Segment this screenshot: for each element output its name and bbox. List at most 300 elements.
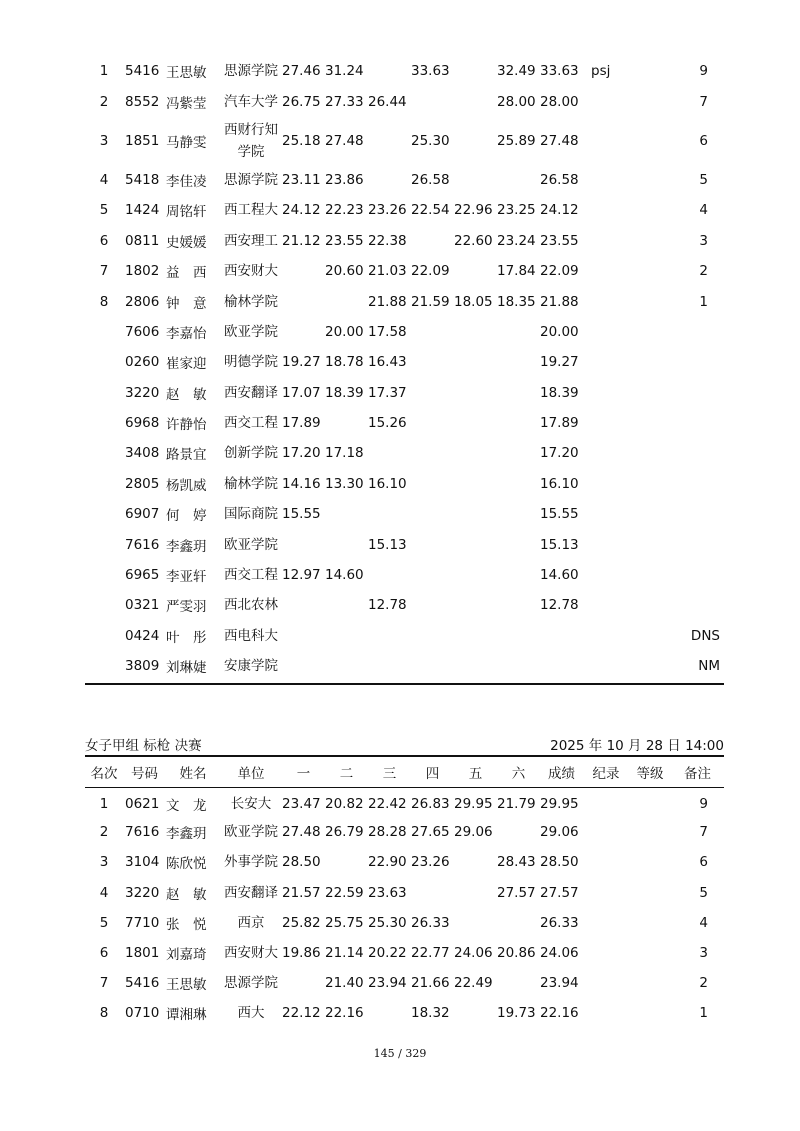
record-cell [583,165,629,195]
record-cell [583,938,629,968]
attempt-4-cell [411,317,454,347]
attempt-4-cell: 26.33 [411,914,450,931]
attempt-4-cell [411,499,454,529]
athlete-name-cell: 钟 意 [166,295,207,312]
attempt-6-cell [497,651,540,681]
result-cell: 20.00 [540,323,579,340]
unit-cell: 思源学院 [224,63,278,80]
column-header: 一 [296,765,311,782]
attempt-1-cell: 15.55 [282,506,321,523]
grade-cell [629,286,671,316]
result-cell: 21.88 [540,293,579,310]
attempt-3-cell: 12.78 [368,597,407,614]
unit-cell: 西北农林 [224,597,278,614]
bib-number-cell: 3408 [125,445,160,462]
attempt-2-cell: 18.78 [325,354,364,371]
attempt-2-cell [325,529,368,559]
attempt-1-cell [282,529,325,559]
athlete-name-cell: 赵 敏 [166,886,207,903]
record-cell [583,117,629,165]
attempt-5-cell [454,560,497,590]
result-cell: 27.48 [540,132,579,149]
record-cell [583,878,629,908]
rank-cell: 2 [99,93,109,110]
attempt-6-cell: 19.73 [497,1005,536,1022]
bib-number-cell: 1851 [125,132,160,149]
attempt-3-cell: 28.28 [368,824,407,841]
attempt-6-cell: 25.89 [497,132,536,149]
attempt-4-cell [411,469,454,499]
table-row [85,938,724,968]
attempt-4-cell: 21.59 [411,293,450,310]
result-cell: 12.78 [540,597,579,614]
attempt-5-cell [454,165,497,195]
result-cell: 19.27 [540,354,579,371]
record-cell [583,651,629,681]
athlete-name-cell: 严雯羽 [166,599,207,616]
rank-cell [85,378,123,408]
result-cell: 17.89 [540,415,579,432]
attempt-6-cell: 23.25 [497,202,536,219]
grade-cell [629,117,671,165]
athlete-name-cell: 文 龙 [166,798,207,815]
grade-cell [629,165,671,195]
remark-cell: 2 [699,263,708,280]
rank-cell [85,317,123,347]
unit-cell: 西安翻译 [224,384,278,401]
event-datetime: 2025 年 10 月 28 日 14:00 [550,738,724,754]
column-header: 姓名 [179,765,207,782]
unit-cell: 明德学院 [224,354,278,371]
remark-cell: 9 [699,796,708,813]
grade-cell [629,469,671,499]
remark-cell: 3 [699,232,708,249]
athlete-name-cell: 史媛媛 [166,234,207,251]
bib-number-cell: 2805 [125,475,160,492]
athlete-name-cell: 李鑫玥 [166,538,207,555]
bib-number-cell: 7710 [125,914,160,931]
rank-cell: 4 [99,171,109,188]
bib-number-cell: 5416 [125,63,160,80]
attempt-6-cell [497,469,540,499]
record-cell [583,469,629,499]
attempt-3-cell: 17.58 [368,323,407,340]
attempt-3-cell: 23.63 [368,884,407,901]
attempt-5-cell: 22.49 [454,975,493,992]
grade-cell [629,529,671,559]
record-cell [583,317,629,347]
unit-cell: 创新学院 [224,445,278,462]
event-header [85,734,724,754]
table-row [85,878,724,908]
athlete-name-cell: 王思敏 [166,65,207,82]
rank-cell [85,408,123,438]
attempt-4-cell [411,590,454,620]
attempt-4-cell [411,651,454,681]
unit-cell: 西工程大 [224,202,278,219]
attempt-5-cell [454,469,497,499]
result-cell: 28.50 [540,854,579,871]
attempt-1-cell: 27.48 [282,824,321,841]
attempt-2-cell: 27.33 [325,93,364,110]
attempt-5-cell [454,590,497,620]
bib-number-cell: 7616 [125,824,160,841]
table-row [85,560,724,590]
bib-number-cell: 1801 [125,945,160,962]
attempt-1-cell [282,256,325,286]
attempt-3-cell: 25.30 [368,914,407,931]
unit-cell: 西安翻译 [224,884,278,901]
rank-cell: 1 [99,63,109,80]
attempt-6-cell [497,317,540,347]
unit-cell: 西交工程 [224,567,278,584]
record-cell [583,226,629,256]
remark-cell: 4 [699,202,708,219]
table-row [85,590,724,620]
result-cell: 17.20 [540,445,579,462]
bib-number-cell: 7606 [125,323,160,340]
attempt-4-cell: 25.30 [411,132,450,149]
grade-cell [629,938,671,968]
attempt-5-cell: 22.96 [454,202,493,219]
remark-cell: 6 [699,854,708,871]
grade-cell [629,908,671,938]
attempt-4-cell [411,86,454,116]
grade-cell [629,560,671,590]
attempt-5-cell [454,317,497,347]
attempt-3-cell [368,117,411,165]
attempt-4-cell: 21.66 [411,975,450,992]
record-cell [583,847,629,877]
remark-cell: 7 [699,93,708,110]
table-row [85,787,724,817]
grade-cell [629,226,671,256]
table-row [85,56,724,86]
athlete-name-cell: 冯紫莹 [166,95,207,112]
record-cell [583,968,629,998]
attempt-3-cell: 21.03 [368,263,407,280]
attempt-1-cell: 19.27 [282,354,321,371]
attempt-2-cell: 22.59 [325,884,364,901]
attempt-6-cell [497,817,540,847]
rank-cell: 8 [99,1005,109,1022]
attempt-4-cell: 26.83 [411,796,450,813]
remark-cell [671,317,724,347]
athlete-name-cell: 马静雯 [166,134,207,151]
record-cell: psj [591,63,611,80]
unit-cell: 西安理工 [224,232,278,249]
unit-cell: 思源学院 [224,975,278,992]
attempt-6-cell [497,968,540,998]
attempt-6-cell: 17.84 [497,263,536,280]
record-cell [583,408,629,438]
athlete-name-cell: 李嘉怡 [166,325,207,342]
attempt-3-cell: 22.38 [368,232,407,249]
unit-cell: 国际商院 [224,506,278,523]
attempt-5-cell [454,117,497,165]
table-row [85,226,724,256]
grade-cell [629,195,671,225]
attempt-6-cell: 32.49 [497,63,536,80]
attempt-4-cell: 22.54 [411,202,450,219]
table-row [85,317,724,347]
attempt-6-cell [497,908,540,938]
attempt-1-cell: 28.50 [282,854,321,871]
grade-cell [629,256,671,286]
attempt-1-cell: 26.75 [282,93,321,110]
attempt-5-cell [454,499,497,529]
remark-cell: 5 [699,171,708,188]
athlete-name-cell: 张 悦 [166,916,207,933]
bib-number-cell: 8552 [125,93,160,110]
result-cell: 14.60 [540,567,579,584]
attempt-1-cell [282,651,325,681]
unit-cell: 西安财大 [224,945,278,962]
remark-cell: 2 [699,975,708,992]
record-cell [583,621,629,651]
result-cell: 24.06 [540,945,579,962]
attempt-2-cell: 20.60 [325,263,364,280]
record-cell [583,787,629,817]
bib-number-cell: 1802 [125,263,160,280]
attempt-2-cell: 20.00 [325,323,364,340]
attempt-2-cell [325,651,368,681]
attempt-6-cell [497,590,540,620]
remark-cell: NM [698,658,720,675]
bib-number-cell: 3809 [125,658,160,675]
athlete-name-cell: 益 西 [166,265,207,282]
results-table-body [85,787,724,1029]
attempt-1-cell: 17.20 [282,445,321,462]
results-table-javelin-final [85,755,724,1029]
attempt-2-cell: 21.14 [325,945,364,962]
table-row [85,968,724,998]
attempt-2-cell: 18.39 [325,384,364,401]
rank-cell: 7 [99,263,109,280]
record-cell [583,529,629,559]
attempt-5-cell [454,878,497,908]
table-row [85,378,724,408]
grade-cell [629,317,671,347]
result-cell: 28.00 [540,93,579,110]
attempt-2-cell: 31.24 [325,63,364,80]
table-row [85,86,724,116]
result-cell: 23.55 [540,232,579,249]
bib-number-cell: 5418 [125,171,160,188]
attempt-5-cell [454,651,497,681]
bib-number-cell: 0710 [125,1005,160,1022]
attempt-2-cell [325,847,368,877]
unit-cell: 西京 [237,914,265,931]
remark-cell: 1 [699,1005,708,1022]
bib-number-cell: 0811 [125,232,160,249]
rank-cell: 6 [99,232,109,249]
remark-cell: 3 [699,945,708,962]
attempt-6-cell: 21.79 [497,796,536,813]
table-row [85,817,724,847]
table-row [85,621,724,651]
attempt-1-cell [282,621,325,651]
attempt-6-cell: 18.35 [497,293,536,310]
attempt-3-cell [368,651,411,681]
remark-cell: 1 [699,293,708,310]
attempt-5-cell [454,621,497,651]
remark-cell [671,499,724,529]
attempt-1-cell [282,317,325,347]
attempt-3-cell: 17.37 [368,384,407,401]
attempt-4-cell: 26.58 [411,171,450,188]
attempt-5-cell [454,256,497,286]
grade-cell [629,847,671,877]
attempt-6-cell: 23.24 [497,232,536,249]
attempt-3-cell [368,165,411,195]
athlete-name-cell: 王思敏 [166,977,207,994]
unit-cell: 榆林学院 [224,293,278,310]
record-cell [583,817,629,847]
bib-number-cell: 0621 [125,796,160,813]
grade-cell [629,817,671,847]
remark-cell [671,438,724,468]
table-row [85,469,724,499]
attempt-4-cell: 22.09 [411,263,450,280]
attempt-5-cell: 22.60 [454,232,493,249]
unit-cell: 外事学院 [224,854,278,871]
rank-cell [85,347,123,377]
result-cell: 22.16 [540,1005,579,1022]
athlete-name-cell: 许静怡 [166,417,207,434]
attempt-2-cell: 22.23 [325,202,364,219]
attempt-2-cell [325,408,368,438]
table-bottom-rule [85,683,724,685]
remark-cell [671,469,724,499]
table-row [85,651,724,681]
bib-number-cell: 3220 [125,884,160,901]
attempt-5-cell [454,86,497,116]
result-cell: 22.09 [540,263,579,280]
result-cell: 23.94 [540,975,579,992]
athlete-name-cell: 周铭轩 [166,204,207,221]
unit-cell: 西安财大 [224,263,278,280]
grade-cell [629,86,671,116]
result-cell [540,651,583,681]
attempt-2-cell: 26.79 [325,824,364,841]
attempt-5-cell [454,378,497,408]
attempt-4-cell: 22.77 [411,945,450,962]
attempt-3-cell: 22.42 [368,796,407,813]
grade-cell [629,878,671,908]
unit-cell: 安康学院 [224,658,278,675]
grade-cell [629,347,671,377]
attempt-3-cell [368,560,411,590]
remark-cell: 4 [699,914,708,931]
result-cell: 15.13 [540,536,579,553]
bib-number-cell: 5416 [125,975,160,992]
result-cell: 33.63 [540,63,579,80]
attempt-3-cell [368,998,411,1028]
attempt-5-cell [454,908,497,938]
athlete-name-cell: 李亚轩 [166,569,207,586]
record-cell [583,499,629,529]
athlete-name-cell: 叶 彤 [166,629,207,646]
attempt-2-cell: 27.48 [325,132,364,149]
attempt-5-cell: 18.05 [454,293,493,310]
attempt-6-cell [497,378,540,408]
athlete-name-cell: 李佳凌 [166,173,207,190]
attempt-6-cell [497,408,540,438]
table-row [85,847,724,877]
unit-cell: 西交工程 [224,415,278,432]
attempt-1-cell [282,968,325,998]
grade-cell [629,787,671,817]
athlete-name-cell: 路景宜 [166,447,207,464]
unit-cell: 长安大 [230,796,272,813]
table-row [85,165,724,195]
results-table-body [85,56,724,681]
record-cell [583,195,629,225]
remark-cell: 6 [699,132,708,149]
remark-cell [671,378,724,408]
attempt-3-cell [368,499,411,529]
table-row [85,438,724,468]
grade-cell [629,590,671,620]
unit-cell: 思源学院 [224,171,278,188]
rank-cell: 2 [99,824,109,841]
unit-cell: 西财行知 学院 [224,121,278,160]
attempt-1-cell: 22.12 [282,1005,321,1022]
unit-cell: 欧亚学院 [224,536,278,553]
column-header: 六 [511,765,526,782]
attempt-3-cell: 16.10 [368,475,407,492]
attempt-3-cell: 22.90 [368,854,407,871]
attempt-4-cell: 33.63 [411,63,450,80]
record-cell [583,590,629,620]
result-cell: 15.55 [540,506,579,523]
attempt-1-cell: 27.46 [282,63,321,80]
grade-cell [629,651,671,681]
rank-cell: 5 [99,914,109,931]
athlete-name-cell: 刘琳婕 [166,660,207,677]
attempt-6-cell [497,621,540,651]
rank-cell [85,621,123,651]
column-header: 号码 [131,765,158,782]
attempt-1-cell: 17.89 [282,415,321,432]
bib-number-cell: 7616 [125,536,160,553]
column-header: 纪录 [592,765,620,782]
column-header: 单位 [237,765,265,782]
record-cell [583,347,629,377]
attempt-2-cell: 14.60 [325,567,364,584]
athlete-name-cell: 谭湘琳 [166,1007,207,1024]
remark-cell [671,590,724,620]
attempt-2-cell [325,286,368,316]
results-table-previous [85,56,724,681]
attempt-5-cell: 24.06 [454,945,493,962]
record-cell [583,86,629,116]
record-cell [583,256,629,286]
rank-cell [85,469,123,499]
rank-cell: 4 [99,884,109,901]
attempt-3-cell [368,621,411,651]
bib-number-cell: 0424 [125,627,160,644]
attempt-2-cell: 23.86 [325,171,364,188]
attempt-5-cell: 29.06 [454,824,493,841]
grade-cell [629,408,671,438]
column-header: 名次 [90,765,118,782]
attempt-4-cell [411,378,454,408]
attempt-4-cell [411,438,454,468]
rank-cell: 3 [99,854,109,871]
attempt-4-cell [411,408,454,438]
